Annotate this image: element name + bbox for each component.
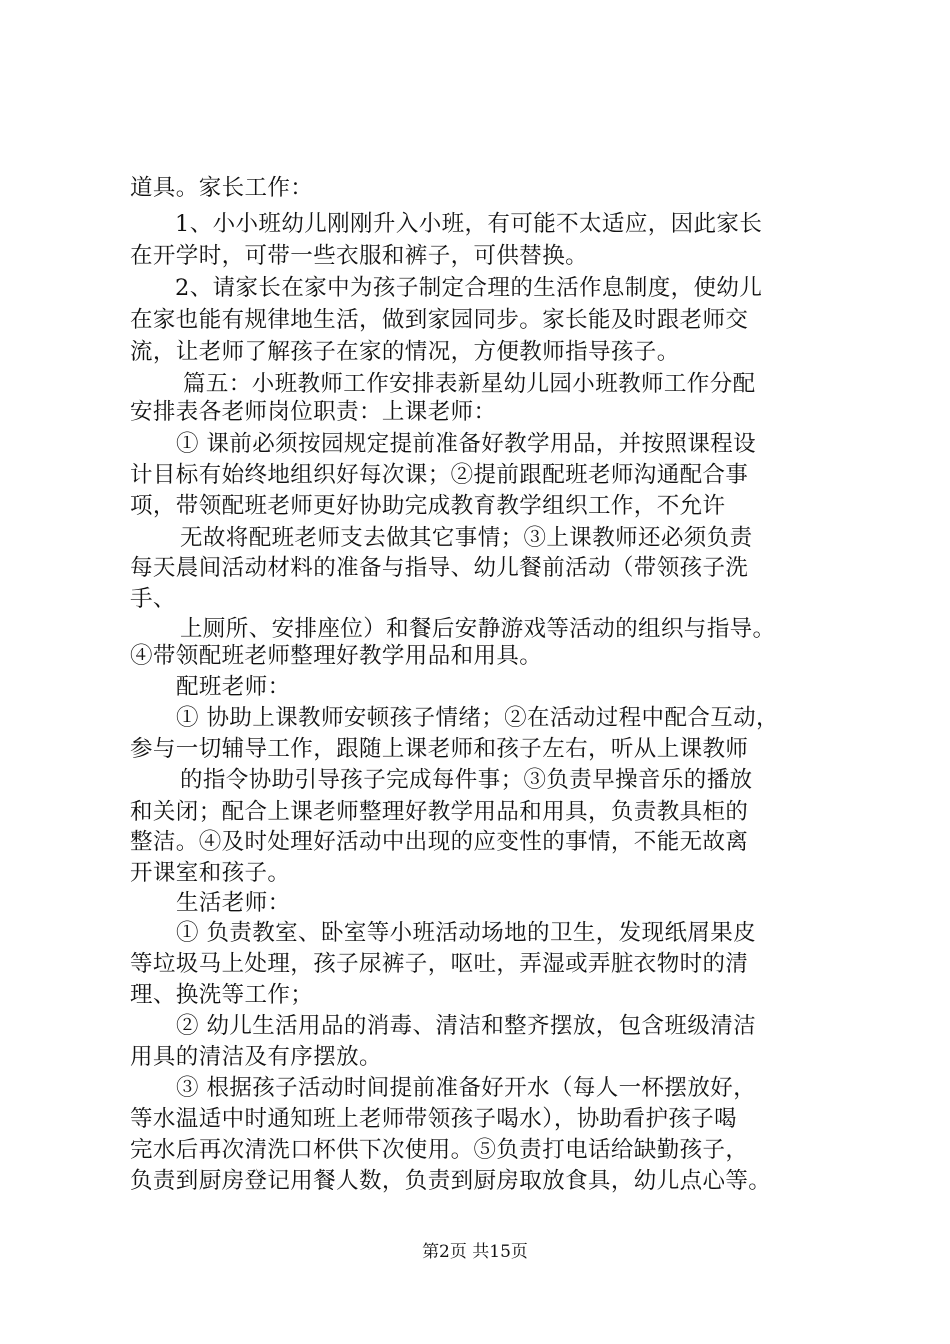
text-line: 流，让老师了解孩子在家的情况，方便教师指导孩子。 [130, 339, 680, 365]
text-line: 和关闭；配合上课老师整理好教学用品和用具，负责教具柜的 [130, 799, 749, 825]
text-line: 的指令协助引导孩子完成每件事；③负责早操音乐的播放 [180, 767, 753, 793]
text-line: ③ 根据孩子活动时间提前准备好开水（每人一杯摆放好， [176, 1075, 757, 1101]
text-line: 等水温适中时通知班上老师带领孩子喝水），协助看护孩子喝 [130, 1106, 738, 1132]
text-line: 理、换洗等工作； [130, 982, 314, 1008]
text-line: 手、 [130, 586, 176, 612]
text-line: ① 课前必须按园规定提前准备好教学用品，并按照课程设 [176, 431, 757, 457]
text-line: 负责到厨房登记用餐人数，负责到厨房取放食具，幼儿点心等。 [130, 1168, 772, 1194]
text-line: 完水后再次清洗口杯供下次使用。⑤负责打电话给缺勤孩子， [130, 1137, 749, 1163]
text-line: ① 协助上课教师安顿孩子情绪；②在活动过程中配合互动， [176, 705, 779, 731]
text-line: 道具。家长工作： [130, 175, 314, 201]
page-number-footer: 第2页 共15页 [422, 1242, 528, 1262]
text-line: 1、小小班幼儿刚刚升入小班，有可能不太适应，因此家长 [175, 211, 763, 237]
text-line: 安排表各老师岗位职责：上课老师： [130, 399, 497, 425]
text-line: ① 负责教室、卧室等小班活动场地的卫生，发现纸屑果皮 [176, 920, 757, 946]
text-line: 2、请家长在家中为孩子制定合理的生活作息制度，使幼儿 [175, 275, 763, 301]
text-line: 在开学时，可带一些衣服和裤子，可供替换。 [130, 243, 589, 269]
text-line: 用具的清洁及有序摆放。 [130, 1044, 382, 1070]
text-line: 在家也能有规律地生活，做到家园同步。家长能及时跟老师交 [130, 307, 749, 333]
text-line: 生活老师： [176, 890, 291, 916]
text-line: 等垃圾马上处理，孩子尿裤子，呕吐，弄湿或弄脏衣物时的清 [130, 951, 749, 977]
text-line: 配班老师： [176, 674, 291, 700]
text-line: 参与一切辅导工作，跟随上课老师和孩子左右，听从上课教师 [130, 736, 749, 762]
text-line: 开课室和孩子。 [130, 860, 291, 886]
text-line: 计目标有始终地组织好每次课；②提前跟配班老师沟通配合事 [130, 462, 749, 488]
text-line: 整洁。④及时处理好活动中出现的应变性的事情，不能无故离 [130, 829, 749, 855]
text-line: 篇五：小班教师工作安排表新星幼儿园小班教师工作分配 [183, 371, 756, 397]
text-line: 无故将配班老师支去做其它事情；③上课教师还必须负责 [180, 525, 753, 551]
text-line: ④带领配班老师整理好教学用品和用具。 [130, 643, 543, 669]
text-line: ② 幼儿生活用品的消毒、清洁和整齐摆放，包含班级清洁 [176, 1013, 757, 1039]
text-line: 项，带领配班老师更好协助完成教育教学组织工作，不允许 [130, 493, 726, 519]
text-line: 上厕所、安排座位）和餐后安静游戏等活动的组织与指导。 [180, 616, 776, 642]
text-line: 每天晨间活动材料的准备与指导、幼儿餐前活动（带领孩子洗 [130, 555, 749, 581]
